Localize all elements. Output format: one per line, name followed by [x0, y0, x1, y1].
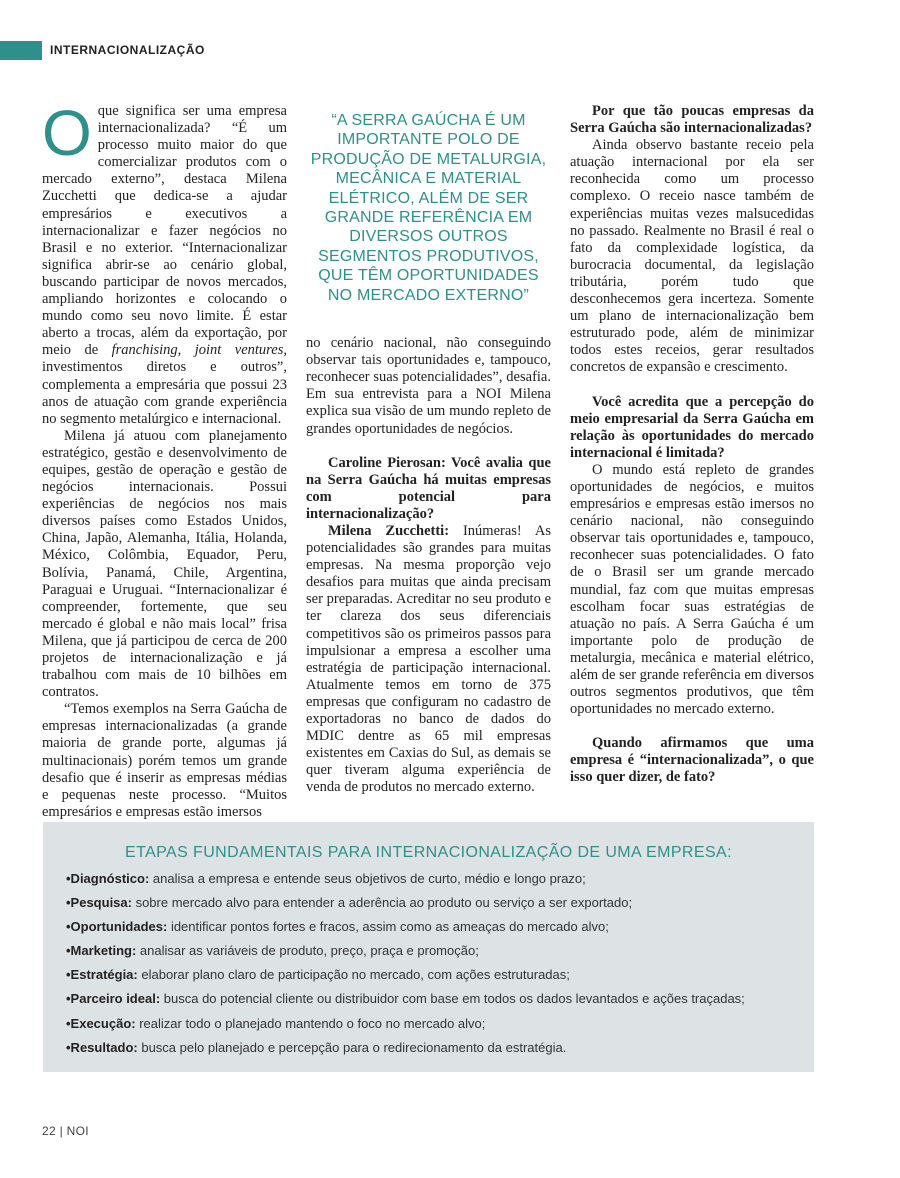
- article-column-3: [570, 103, 814, 787]
- steps-box: [43, 822, 814, 1072]
- body-paragraph: “Temos exemplos na Serra Gaúcha de empresas internacionalizadas (a grande maioria de grande porte, algumas já multinacionais) porém temos um grande desafio que é inserir as empresas médias e pequenas neste processo. “Muitos empresários e empresas estão imersos: [42, 701, 287, 820]
- interview-answer: O mundo está repleto de grandes oportunidades de negócios, e muitos empresários e empresas estão imersos no cenário nacional, não conseguindo observar tais oportunidades e, tampouco, reconhecer suas potencialidades. O fato de o Brasil ser um grande mercado mundial, faz com que muitas empresas escolham focar suas estratégias de atuação no país. A Serra Gaúcha é um importante polo de produção de metalurgia, mecânica e material elétrico, além de ser grande referência em diversos outros segmentos produtivos, que têm oportunidades no mercado externo.: [570, 461, 814, 718]
- article-column-2: [306, 111, 551, 797]
- interview-question: Você acredita que a percepção do meio empresarial da Serra Gaúcha em relação às oportunidades do mercado internacional é limitada?: [570, 393, 814, 461]
- list-item: •Execução: realizar todo o planejado mantendo o foco no mercado alvo;: [66, 1015, 486, 1031]
- steps-box-title: ETAPAS FUNDAMENTAIS PARA INTERNACIONALIZAÇÃO DE UMA EMPRESA:: [125, 844, 732, 861]
- interview-question: Caroline Pierosan: Você avalia que na Serra Gaúcha há muitas empresas com potencial para internacionalização?: [306, 454, 551, 522]
- list-item: •Diagnóstico: analisa a empresa e entende seus objetivos de curto, médio e longo prazo;: [66, 871, 586, 886]
- intro-paragraph: Oque significa ser uma empresa internacionalizada? “É um processo muito maior do que comercializar produtos com o mercado externo”, destaca Milena Zucchetti que dedica-se a ajudar empresários e executivos a internacionalizar e fazer negócios no Brasil e no exterior. “Internacionalizar significa abrir-se ao cenário global, buscando participar de novos mercados, ampliando horizontes e colocando o mundo como seu novo limite. É estar aberto a trocas, além da exportação, por meio de franchising, joint ventures, investimentos diretos e outros”, complementa a empresária que possui 23 anos de atuação com grande experiência no segmento metalúrgico e internacional.: [42, 97, 287, 427]
- list-item: •Marketing: analisar as variáveis de produto, preço, praça e promoção;: [66, 943, 479, 959]
- section-tab-bar: [0, 41, 42, 60]
- body-paragraph: no cenário nacional, não conseguindo observar tais oportunidades e, tampouco, reconhecer suas potencialidades”, desafia. Em sua entrevista para a NOI Milena explica sua visão de um mundo repleto de grandes oportunidades de negócios.: [306, 335, 551, 437]
- interview-question: Por que tão poucas empresas da Serra Gaúcha são internacionalizadas?: [570, 103, 814, 137]
- body-paragraph: Milena já atuou com planejamento estratégico, gestão e desenvolvimento de equipes, gestão de operação e gestão de negócios internacionais. Possui experiências de negócios nos mais diversos países como Estados Unidos, China, Japão, Alemanha, Itália, Holanda, México, Colômbia, Equador, Peru, Bolívia, Panamá, Chile, Argentina, Paraguai e Uruguai. “Internacionalizar é compreender, fortemente, que seu mercado é global e não mais local” frisa Milena, que já participou de cerca de 200 projetos de internacionalização e já trabalhou com mais de 10 bilhões em contratos.: [42, 427, 287, 701]
- interview-answer: Milena Zucchetti: Inúmeras! As potencialidades são grandes para muitas empresas. Na mesma proporção vejo desafios para muitas que ainda precisam ser preparadas. Acreditar no seu produto e ter clareza dos seus diferenciais competitivos são os primeiros passos para impulsionar a empresa a escolher uma estratégia de participação internacional. Atualmente temos em torno de 375 empresas que configuram no cadastro de exportadoras no banco de dados do MDIC dentre as 65 mil empresas existentes em Caxias do Sul, as demais se quer tiveram alguma experiência de venda de produtos no mercado externo.: [306, 523, 551, 796]
- drop-cap: O: [42, 97, 92, 169]
- steps-list: [66, 870, 806, 1063]
- pull-quote: “A SERRA GAÚCHA É UM IMPORTANTE POLO DE PRODUÇÃO DE METALURGIA, MECÂNICA E MATERIAL ELÉTRICO, ALÉM DE SER GRANDE REFERÊNCIA EM DIVERSOS OUTROS SEGMENTOS PRODUTIVOS, QUE TÊM OPORTUNIDADES NO MERCADO EXTERNO”: [310, 112, 547, 304]
- list-item: •Resultado: busca pelo planejado e percepção para o redirecionamento da estratégia.: [66, 1039, 567, 1055]
- list-item: •Parceiro ideal: busca do potencial cliente ou distribuidor com base em todos os dados levantados e ações traçadas;: [66, 991, 745, 1007]
- list-item: •Estratégia: elaborar plano claro de participação no mercado, com ações estruturadas;: [66, 967, 570, 983]
- page-footer: 22 | NOI: [42, 1124, 89, 1138]
- list-item: •Oportunidades: identificar pontos fortes e fracos, assim como as ameaças do mercado alvo;: [66, 919, 609, 935]
- article-column-1: [42, 97, 287, 821]
- interview-question: Quando afirmamos que uma empresa é “internacionalizada”, o que isso quer dizer, de fato?: [570, 735, 814, 786]
- section-label: INTERNACIONALIZAÇÃO: [50, 43, 205, 57]
- interview-answer: Ainda observo bastante receio pela atuação internacional por ela ser reconhecida como um processo complexo. O receio nasce também de experiências muitas vezes malsucedidas no passado. Realmente no Brasil é real o fato da complexidade logística, da burocracia documental, da legislação tributária, porém tudo que desconhecemos gera incerteza. Somente um plano de internacionalização bem estruturado pode, além de minimizar todos estes receios, gerar resultados concretos de expansão e crescimento.: [570, 137, 814, 376]
- list-item: •Pesquisa: sobre mercado alvo para entender a aderência ao produto ou serviço a ser exportado;: [66, 895, 633, 911]
